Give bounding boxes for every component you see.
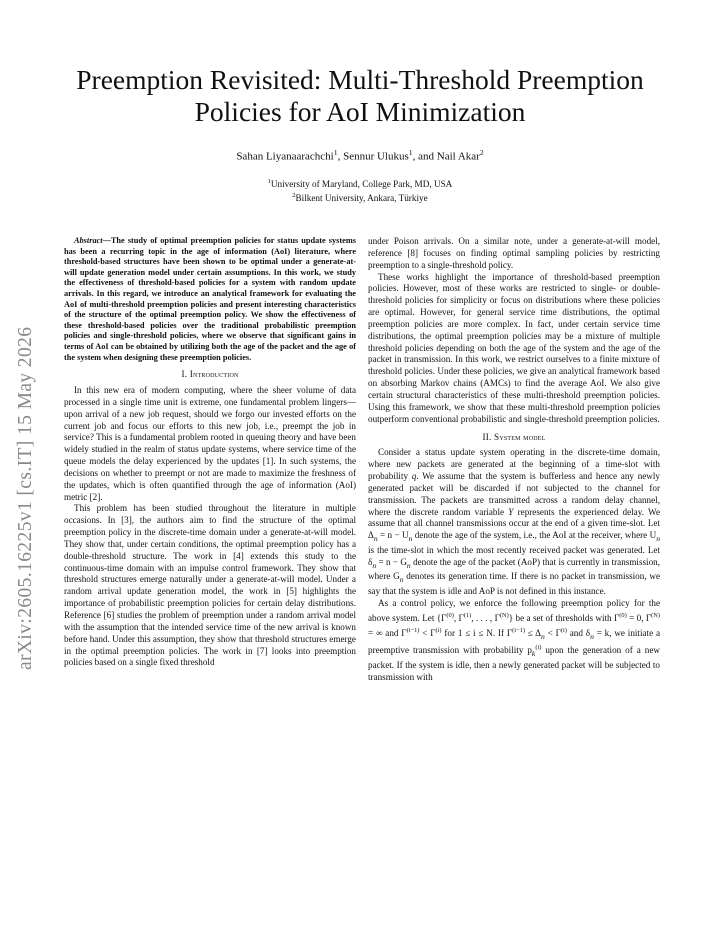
math-symbol: q [411,471,417,482]
text-run: } be a set of thresholds with Γ [508,612,620,623]
math-superscript: (i−1) [512,626,525,634]
math-superscript: (i) [535,644,542,652]
affiliation-2 [60,190,660,204]
right-column [368,236,660,684]
affiliation-text: Bilkent University, Ankara, Türkiye [295,193,428,204]
author-name: Sennur Ulukus [343,150,409,163]
math-symbol: Y [508,506,514,517]
abstract-label: Abstract [74,236,103,245]
math-superscript: (0) [619,611,627,619]
abstract-text: —The study of optimal preemption policies for status update systems has been a recurring topic in the age of information (AoI) literature, where threshold-based structures have been shown to be optimal under a generate-at-will update generation model under certain assumptions. In this work, we study the effectiveness of threshold-based policies for a system with random update arrivals. In this regard, we introduce an analytical framework for evaluating the AoI of multi-threshold preemption policies and present interesting characteristics of the structure of the optimal preemption policy. We show the effectiveness of these threshold-based policies over the traditional probabilistic preemption policies and single-threshold policies, where we observe that significant gains in terms of AoI can be obtained by utilizing both the age of the packet and the age of the system when designing these preemption policies. [64,236,356,362]
math-superscript: (i) [560,626,567,634]
affiliation-1 [60,176,660,190]
text-run: < Γ [419,627,436,638]
text-run: denote the age of the system, i.e., the AoI at the receiver, where U [412,530,657,541]
paragraph: under Poison arrivals. On a similar note, under a generate-at-will model, reference [8] focuses on finding optimal sampling policies by restricting preemption to a single-threshold policy. [368,236,660,270]
paragraph: This problem has been studied throughout the literature in multiple occasions. In [3], the authors aim to find the structure of the optimal preemption policy in the discrete-time domain under a generate-at-will model. They show that, under certain conditions, the optimal preemption policy has a double-threshold structure. The work in [4] extends this study to the continuous-time domain with an impulse control framework. They show that threshold structures emerge naturally under a generate-at-will model. Under a random arrival update generation model, the work in [5] highlights the importance of probabilistic preemption policies for certain delay distributions. Reference [6] studies the problem of preemption under a random arrival model with the assumption that the intended service time of the new arrival is known before hand. Under this assumption, they show that threshold structures emerge in the optimal preemption policies. The work in [7] looks into preemption policies based on a single fixed threshold [64,503,356,668]
paragraph [368,598,660,684]
text-run: = 0, Γ [626,612,652,623]
text-run: for 1 ≤ i ≤ N. If Γ [441,627,513,638]
affiliation-marker: 1 [267,178,271,185]
math-subscript: n [656,534,660,544]
section-number: II. [482,431,492,442]
math-superscript: (1) [463,611,472,619]
math-superscript: (0) [446,611,454,619]
section-title: Introduction [189,369,239,380]
text-run: . We assume that the system is bufferless and hence any newly generated packet will be discarded if not subjected to the channel for transmission. The packets are transmitted across a random delay channel, where the discrete random variable [368,471,660,517]
text-run: , . . . , Γ [471,612,500,623]
paragraph [368,447,660,598]
affiliation-text: University of Maryland, College Park, MD, USA [270,179,453,190]
section-heading-introduction [64,369,356,381]
text-run: < Γ [544,627,561,638]
math-superscript: (N) [651,611,661,619]
text-run: ≤ Δ [524,627,541,638]
arxiv-stamp: arXiv:2605.16225v1 [cs.IT] 15 May 2026 [15,326,36,670]
math-superscript: (i−1) [406,626,420,634]
text-run: and δ [566,627,591,638]
author-line: Sahan Liyanaarachchi$^1$, Sennur Ulukus$^1$, and Nail Akar$^2$ [236,148,484,163]
abstract [64,236,356,363]
math-superscript: (N) [499,611,509,619]
text-run: Consider a status update system operating in the discrete-time domain, where new packets are generated at the beginning of a time-slot with probability [368,447,660,482]
math-subscript: n [408,534,413,544]
paper-title: Preemption Revisited: Multi-Threshold Preemption Policies for AoI Minimization [76,64,644,127]
paragraph: In this new era of modern computing, where the sheer volume of data processed in a single time unit is extreme, one fundamental problem lingers—upon arrival of a new job request, should we forgo our invested efforts on the current job and focus our efforts to this new job, i.e., preempt the job in service? This is a fundamental problem rooted in queuing theory and have been widely studied in the realm of status update systems, where service time of the queue models the delay experienced by the updates [1]. In such systems, the decisions on whether to preempt or not are made to maximize the freshness of the updates, which is often quantified through the age of information (AoI) metric [2]. [64,384,356,502]
math-subscript: n [372,560,377,570]
section-number: I. [181,369,188,380]
math-subscript: n [541,631,545,641]
text-run: upon the generation of a new packet. If the system is idle, then a newly generated packet will be subjected to transmission with [368,645,660,682]
section-title: System model [494,431,546,442]
text-run: represents the experienced delay. We assume that all channel transmissions occur at the end of a given time-slot. Let Δ [368,506,660,541]
affiliation-marker: 1 [333,148,338,157]
text-run: denote the age of the packet (AoP) that is currently in transmission, where G [368,556,660,582]
math-subscript: n [406,560,411,570]
math-superscript: (i) [435,626,442,634]
paragraph: These works highlight the importance of threshold-based preemption policies. However, most of these works are restricted to single- or double-threshold policies for simplicity or focus on distributions where these policies are optimal. However, for general service time distributions, the optimal preemption policies are more complex. In fact, under certain service time distributions, the optimal preemption policies may be a mixture of multiple threshold policies depending on both the age of the system and the age of the packet in transmission. In this work, we restrict ourselves to a finite mixture of threshold policies. Under these policies, we give an analytical framework based on absorbing Markov chains (AMCs) to find the average AoI. We also give certain structural characteristics of these multi-threshold preemption policies. Using this framework, we show that these multi-threshold preemption policies outperform conventional probabilistic and single-threshold preemption policies. [368,271,660,424]
text-run: As a control policy, we enforce the following preemption policy for the above system. Let {Γ [368,597,660,623]
text-run: = n − U [377,530,409,541]
author-name: and Nail Akar [418,150,480,163]
affiliation-marker: 1 [408,148,413,157]
text-run: = k, we initiate a preemptive transmission with probability p [368,627,661,656]
text-run: denotes its generation time. If there is no packet in transmission, we say that the system is idle and AoP is not defined in this instance. [368,571,660,597]
text-run: = ∞ and Γ [368,627,407,638]
affiliation-marker: 2 [479,148,484,157]
math-subscript: n [399,575,404,585]
affiliations [60,176,660,204]
math-subscript: k [531,649,536,659]
text-run: = n − G [376,556,407,567]
author-name: Sahan Liyanaarachchi [236,150,334,163]
math-subscript: n [590,631,594,641]
affiliation-marker: 2 [292,192,296,200]
section-heading-system-model [368,432,660,444]
text-run: is the time-slot in which the most recently received packet was generated. Let δ [368,544,660,567]
left-column [64,236,356,669]
text-run: , Γ [453,612,464,623]
math-subscript: n [373,534,378,544]
